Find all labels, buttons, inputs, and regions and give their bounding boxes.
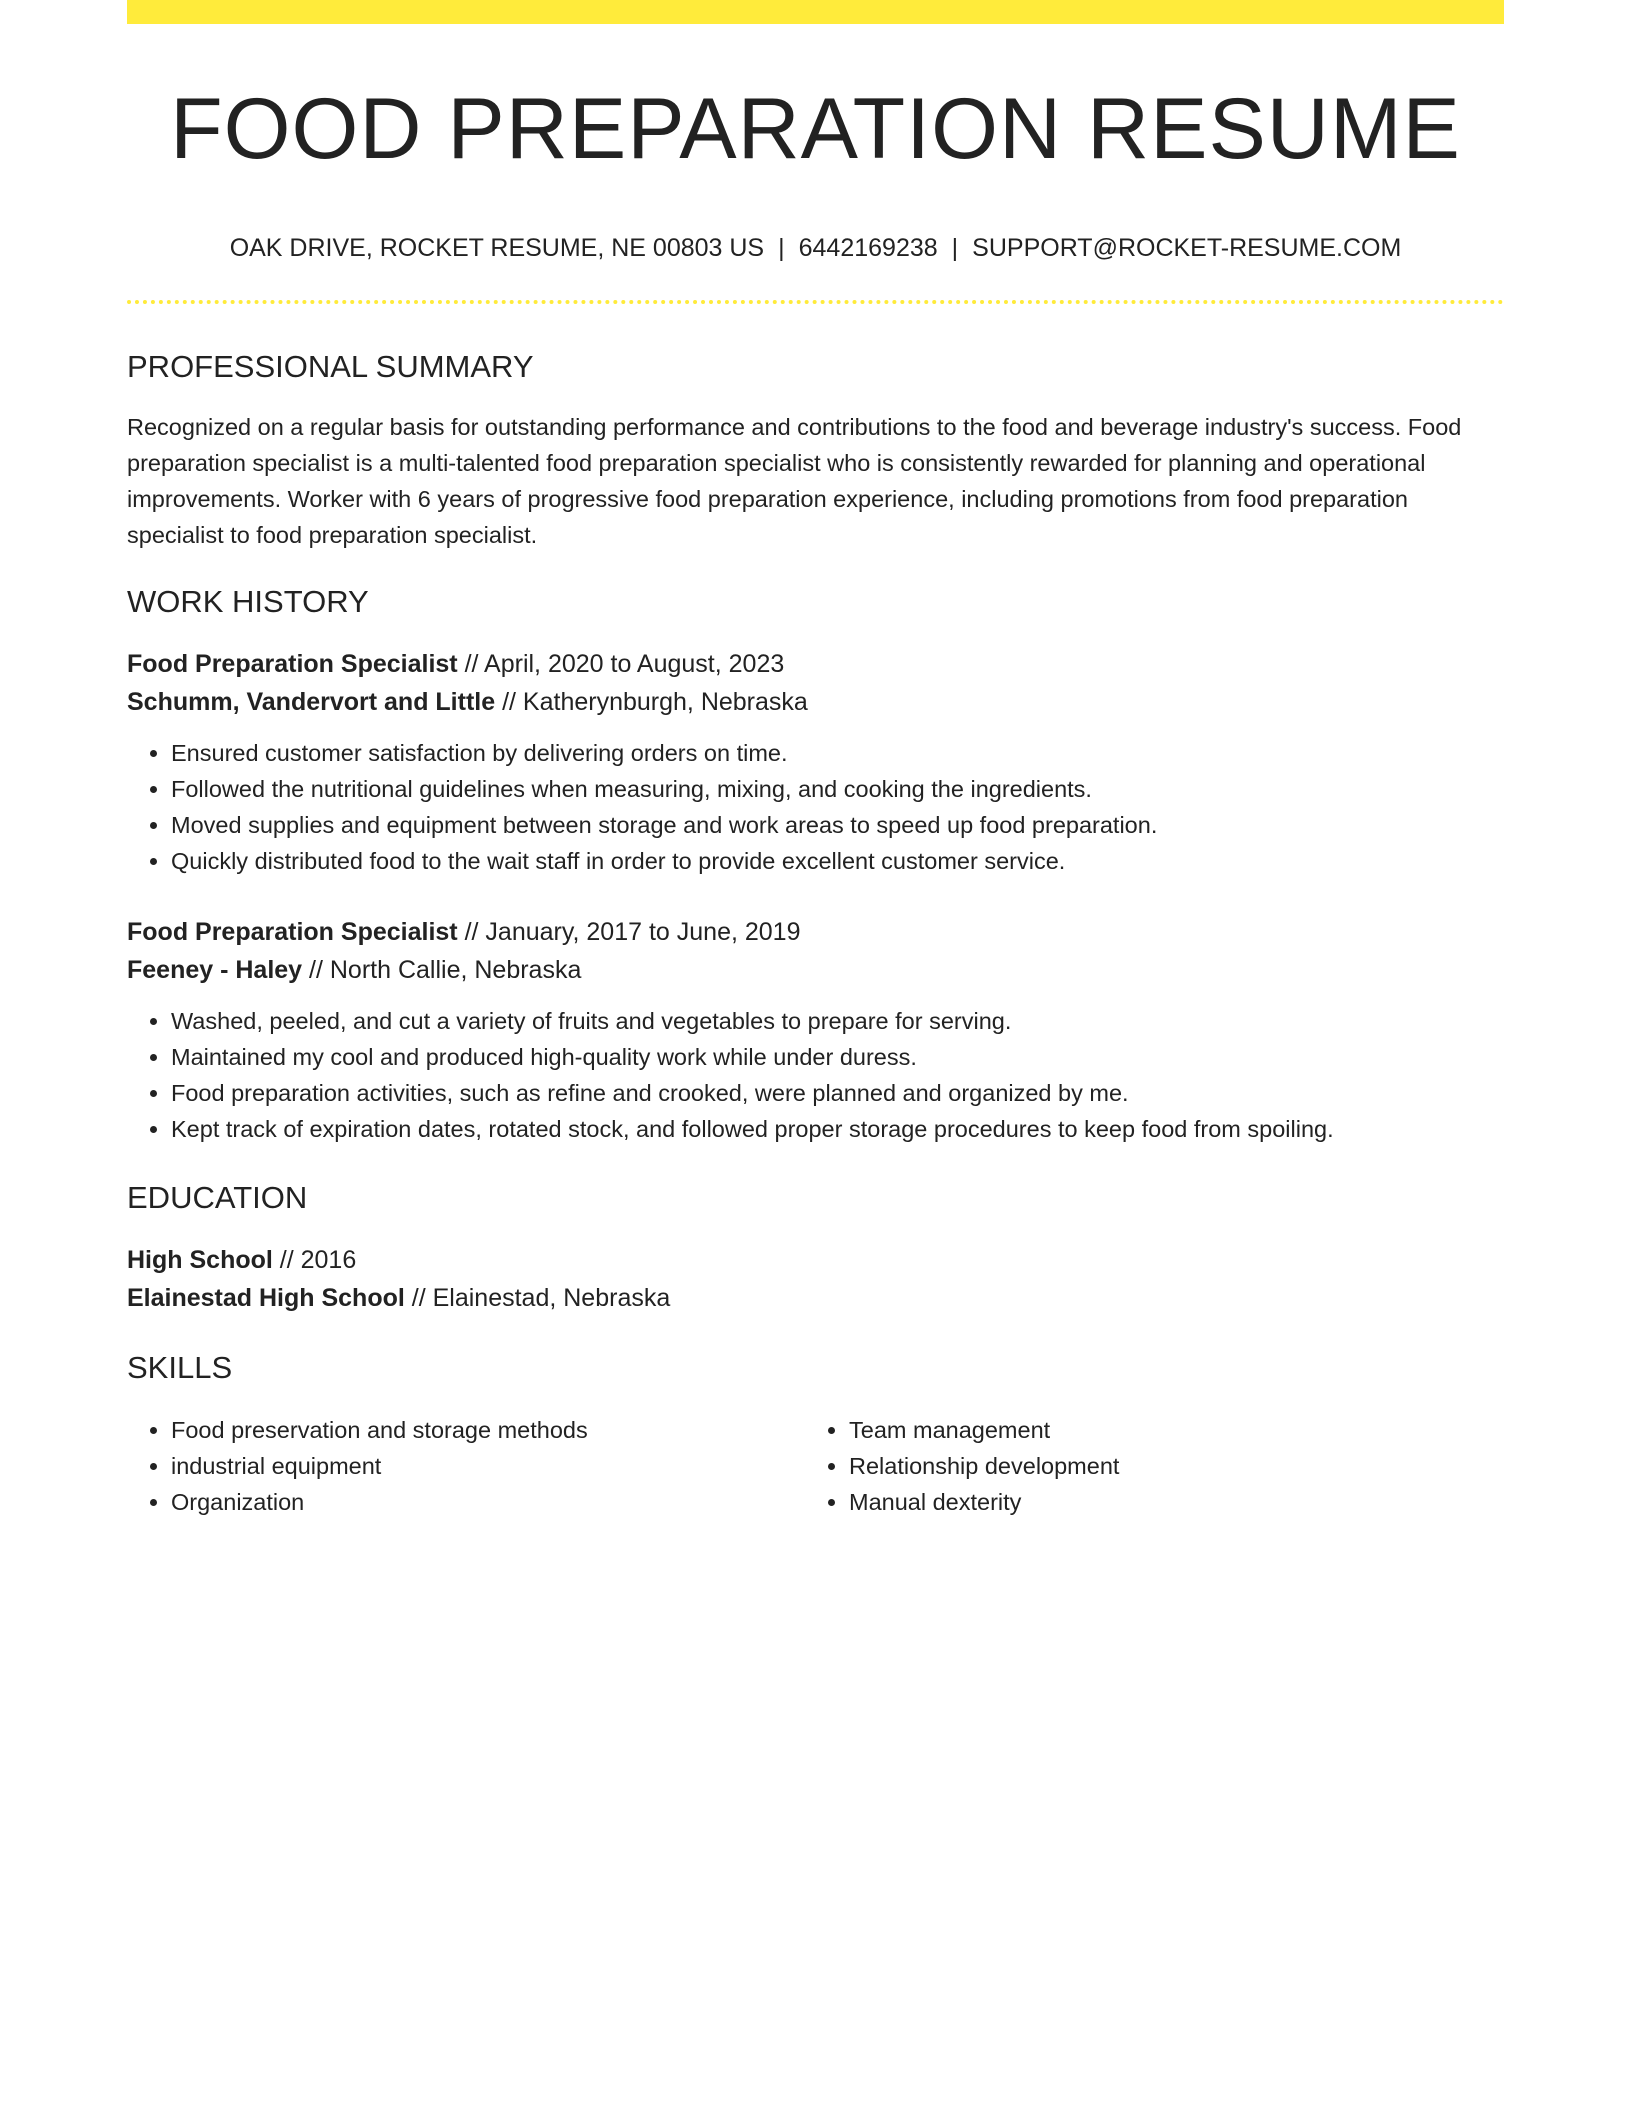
skills-column-left <box>127 1412 805 1520</box>
list-item: • Maintained my cool and produced high-quality work while under duress. <box>171 1039 1504 1075</box>
job-title-line <box>127 913 1504 951</box>
job-title-line <box>127 645 1504 683</box>
list-item: • Ensured customer satisfaction by delivering orders on time. <box>171 735 1504 771</box>
job-entry <box>127 645 1504 879</box>
job-bullets <box>127 1003 1504 1147</box>
skill-item: • Food preservation and storage methods <box>171 1412 805 1448</box>
job-position: Food Preparation Specialist <box>127 917 458 946</box>
job-bullets <box>127 735 1504 879</box>
section-title-education: EDUCATION <box>127 1179 308 1215</box>
skill-item: • Relationship development <box>849 1448 1483 1484</box>
education-degree-line <box>127 1241 1504 1279</box>
contact-separator: | <box>778 233 785 262</box>
skill-item: • Organization <box>171 1484 805 1520</box>
list-item: • Moved supplies and equipment between storage and work areas to speed up food preparation. <box>171 807 1504 843</box>
accent-top-bar <box>127 0 1504 24</box>
contact-email: SUPPORT@ROCKET-RESUME.COM <box>972 233 1402 262</box>
section-title-work-history: WORK HISTORY <box>127 583 369 619</box>
list-item: • Washed, peeled, and cut a variety of fruits and vegetables to prepare for serving. <box>171 1003 1504 1039</box>
job-position: Food Preparation Specialist <box>127 649 458 678</box>
section-title-skills: SKILLS <box>127 1350 233 1386</box>
education-year: // 2016 <box>272 1246 357 1275</box>
education-school-line <box>127 1279 1504 1317</box>
education-entry <box>127 1241 1504 1317</box>
dotted-divider <box>127 300 1504 304</box>
list-item: • Food preparation activities, such as refine and crooked, were planned and organized by me. <box>171 1075 1504 1111</box>
skills-grid <box>127 1412 1504 1520</box>
contact-line <box>127 233 1504 263</box>
summary-text: Recognized on a regular basis for outstanding performance and contributions to the food and beverage industry's success. Food preparation specialist is a multi-talented food preparation specialist who is consistently rewarded for planning and operational improvements. Worker with 6 years of progressive food preparation experience, including promotions from food preparation specialist to food preparation specialist. <box>127 413 1462 548</box>
job-entry <box>127 913 1504 1147</box>
resume-page <box>127 0 1504 1520</box>
contact-address: OAK DRIVE, ROCKET RESUME, NE 00803 US <box>229 233 765 262</box>
resume-title: FOOD PREPARATION RESUME <box>170 81 1461 177</box>
list-item: • Quickly distributed food to the wait staff in order to provide excellent customer service. <box>171 843 1504 879</box>
job-location: // North Callie, Nebraska <box>302 955 582 984</box>
skills-column-right <box>805 1412 1483 1520</box>
job-company: Schumm, Vandervort and Little <box>127 687 496 716</box>
section-title-summary: PROFESSIONAL SUMMARY <box>127 348 534 384</box>
education-school: Elainestad High School <box>127 1284 405 1313</box>
skill-item: • Team management <box>849 1412 1483 1448</box>
list-item: • Followed the nutritional guidelines when measuring, mixing, and cooking the ingredients. <box>171 771 1504 807</box>
contact-phone: 6442169238 <box>798 233 938 262</box>
job-dates: // January, 2017 to June, 2019 <box>457 917 801 946</box>
job-company-line <box>127 683 1504 721</box>
job-company-line <box>127 951 1504 989</box>
contact-separator: | <box>951 233 959 262</box>
education-location: // Elainestad, Nebraska <box>404 1284 671 1313</box>
education-degree: High School <box>127 1246 273 1275</box>
skill-item: • industrial equipment <box>171 1448 805 1484</box>
job-location: // Katherynburgh, Nebraska <box>495 687 808 716</box>
skill-item: • Manual dexterity <box>849 1484 1483 1520</box>
job-dates: // April, 2020 to August, 2023 <box>457 649 785 678</box>
job-company: Feeney - Haley <box>127 955 303 984</box>
list-item: • Kept track of expiration dates, rotated stock, and followed proper storage procedures to keep food from spoiling. <box>171 1111 1504 1147</box>
